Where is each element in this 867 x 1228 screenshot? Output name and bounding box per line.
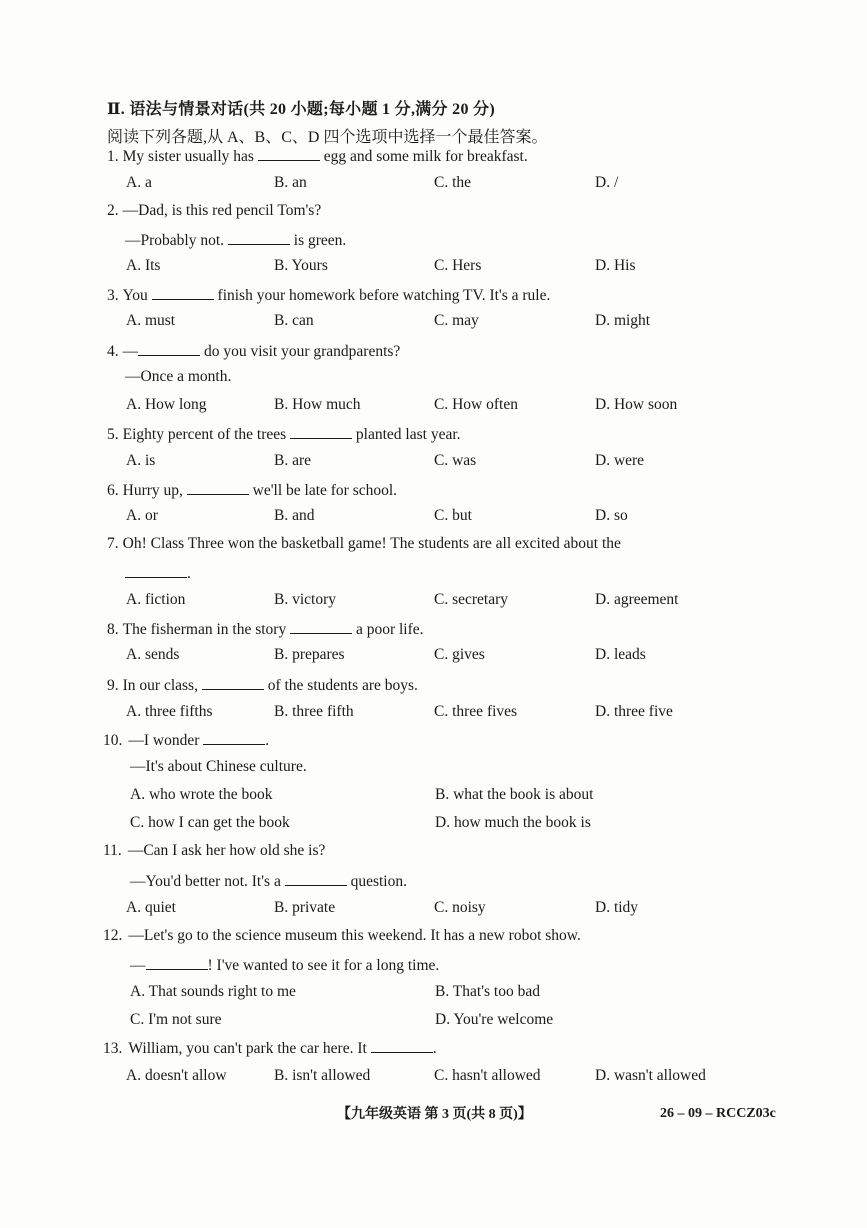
answer-option: C. but (434, 507, 472, 524)
section-title: Ⅱ. 语法与情景对话(共 20 小题;每小题 1 分,满分 20 分) (107, 101, 495, 118)
answer-option: C. was (434, 452, 477, 469)
question-text: do you visit your grandparents? (200, 343, 401, 360)
answer-blank (187, 480, 249, 495)
answer-option: D. might (595, 312, 651, 329)
question-text: planted last year. (352, 426, 461, 443)
page-footer-label: 【九年级英语 第 3 页(共 8 页)】 (337, 1107, 532, 1122)
answer-option: B. an (274, 174, 307, 191)
answer-blank (371, 1038, 433, 1053)
answer-option: B. prepares (274, 646, 345, 663)
answer-option: A. must (126, 312, 176, 329)
question-number: 8. (107, 621, 119, 638)
question-number: 6. (107, 482, 119, 499)
question-line (107, 285, 550, 305)
answer-option: A. doesn't allow (126, 1067, 227, 1084)
answer-option: D. How soon (595, 396, 678, 413)
question-number: 4. (107, 343, 119, 360)
answer-option: C. noisy (434, 899, 486, 916)
question-number: 10. (103, 732, 123, 749)
answer-option: B. what the book is about (435, 786, 594, 803)
question-number: 5. (107, 426, 119, 443)
question-text: question. (346, 873, 407, 890)
question-number: 7. (107, 535, 119, 552)
answer-option: B. and (274, 507, 315, 524)
question-text: of the students are boys. (263, 677, 418, 694)
question-line (107, 202, 321, 220)
question-text: —I wonder (128, 732, 204, 749)
answer-option: A. three fifths (126, 703, 213, 720)
answer-option: A. That sounds right to me (130, 983, 296, 1000)
answer-option: D. how much the book is (435, 814, 591, 831)
question-text: egg and some milk for breakfast. (319, 148, 528, 165)
question-text: Eighty percent of the trees (122, 426, 291, 443)
question-text: —You'd better not. It's a (130, 873, 285, 890)
answer-option: C. the (434, 174, 472, 191)
question-line (107, 146, 528, 166)
paper-code: 26 – 09 – RCCZ03c (660, 1106, 776, 1121)
question-number: 13. (103, 1040, 123, 1057)
question-text: —Let's go to the science museum this weekend. It has a new robot show. (128, 927, 581, 944)
question-number: 9. (107, 677, 119, 694)
question-text: . (432, 1040, 437, 1057)
answer-option: C. I'm not sure (130, 1011, 222, 1028)
answer-option: D. / (595, 174, 619, 191)
answer-option: B. three fifth (274, 703, 354, 720)
answer-option: B. That's too bad (435, 983, 540, 1000)
question-number: 1. (107, 148, 119, 165)
question-line (103, 927, 581, 945)
question-text: — (130, 957, 146, 974)
answer-option: B. Yours (274, 257, 328, 274)
answer-blank (228, 230, 290, 245)
answer-option: A. is (126, 452, 156, 469)
answer-option: D. You're welcome (435, 1011, 554, 1028)
question-line (107, 675, 418, 695)
question-text: You (122, 287, 152, 304)
question-line (103, 1038, 437, 1058)
question-number: 12. (103, 927, 123, 944)
answer-option: C. how I can get the book (130, 814, 290, 831)
answer-blank (125, 563, 187, 578)
question-number: 3. (107, 287, 119, 304)
question-line (130, 758, 307, 776)
answer-blank (258, 146, 320, 161)
question-line (107, 341, 400, 361)
question-text: Hurry up, (122, 482, 187, 499)
question-text: —It's about Chinese culture. (130, 758, 307, 775)
answer-option: A. who wrote the book (130, 786, 273, 803)
question-text: . (187, 565, 191, 582)
answer-blank (203, 730, 265, 745)
answer-option: D. tidy (595, 899, 639, 916)
answer-option: A. a (126, 174, 152, 191)
answer-option: C. gives (434, 646, 485, 663)
answer-option: D. His (595, 257, 636, 274)
answer-option: C. Hers (434, 257, 482, 274)
question-line (125, 230, 346, 250)
question-text: —Can I ask her how old she is? (127, 842, 326, 859)
question-text: — (122, 343, 139, 360)
question-text: My sister usually has (122, 148, 258, 165)
answer-blank (202, 675, 264, 690)
answer-blank (290, 619, 352, 634)
question-line (130, 955, 439, 975)
question-text: ! I've wanted to see it for a long time. (207, 957, 440, 974)
question-text: William, you can't park the car here. It (128, 1040, 371, 1057)
question-text: —Probably not. (125, 232, 228, 249)
question-text: . (265, 732, 270, 749)
answer-option: B. can (274, 312, 314, 329)
answer-option: D. were (595, 452, 645, 469)
answer-option: D. leads (595, 646, 646, 663)
answer-option: C. secretary (434, 591, 509, 608)
answer-blank (138, 341, 200, 356)
question-text: —Dad, is this red pencil Tom's? (122, 202, 322, 219)
question-text: The fisherman in the story (122, 621, 291, 638)
question-text: we'll be late for school. (248, 482, 398, 499)
answer-option: D. three five (595, 703, 673, 720)
question-text: In our class, (122, 677, 202, 694)
question-text: —Once a month. (125, 368, 232, 385)
answer-option: A. fiction (126, 591, 186, 608)
question-line (107, 619, 424, 639)
answer-option: B. private (274, 899, 336, 916)
question-line (107, 424, 461, 444)
answer-option: B. isn't allowed (274, 1067, 371, 1084)
answer-blank (146, 955, 208, 970)
answer-option: A. How long (126, 396, 207, 413)
question-line (107, 535, 621, 553)
answer-option: C. How often (434, 396, 518, 413)
question-line (103, 730, 269, 750)
answer-option: A. sends (126, 646, 180, 663)
answer-option: D. wasn't allowed (595, 1067, 706, 1084)
answer-blank (152, 285, 214, 300)
question-text: a poor life. (352, 621, 424, 638)
answer-blank (285, 871, 347, 886)
answer-option: B. victory (274, 591, 336, 608)
answer-option: D. so (595, 507, 628, 524)
answer-option: A. or (126, 507, 158, 524)
question-line (103, 842, 325, 860)
answer-option: D. agreement (595, 591, 679, 608)
answer-option: B. How much (274, 396, 361, 413)
question-text: is green. (289, 232, 347, 249)
question-text: Oh! Class Three won the basketball game! The students are all excited about the (122, 535, 621, 552)
answer-option: C. hasn't allowed (434, 1067, 541, 1084)
question-number: 2. (107, 202, 119, 219)
question-number: 11. (103, 842, 122, 859)
question-line (107, 480, 397, 500)
answer-option: A. Its (126, 257, 161, 274)
answer-option: A. quiet (126, 899, 176, 916)
question-text: finish your homework before watching TV. It's a rule. (213, 287, 551, 304)
answer-option: C. three fives (434, 703, 518, 720)
answer-option: C. may (434, 312, 479, 329)
answer-option: B. are (274, 452, 312, 469)
section-instruction: 阅读下列各题,从 A、B、C、D 四个选项中选择一个最佳答案。 (107, 129, 548, 146)
answer-blank (290, 424, 352, 439)
question-line (125, 563, 191, 583)
question-line (125, 368, 231, 386)
question-line (130, 871, 407, 891)
